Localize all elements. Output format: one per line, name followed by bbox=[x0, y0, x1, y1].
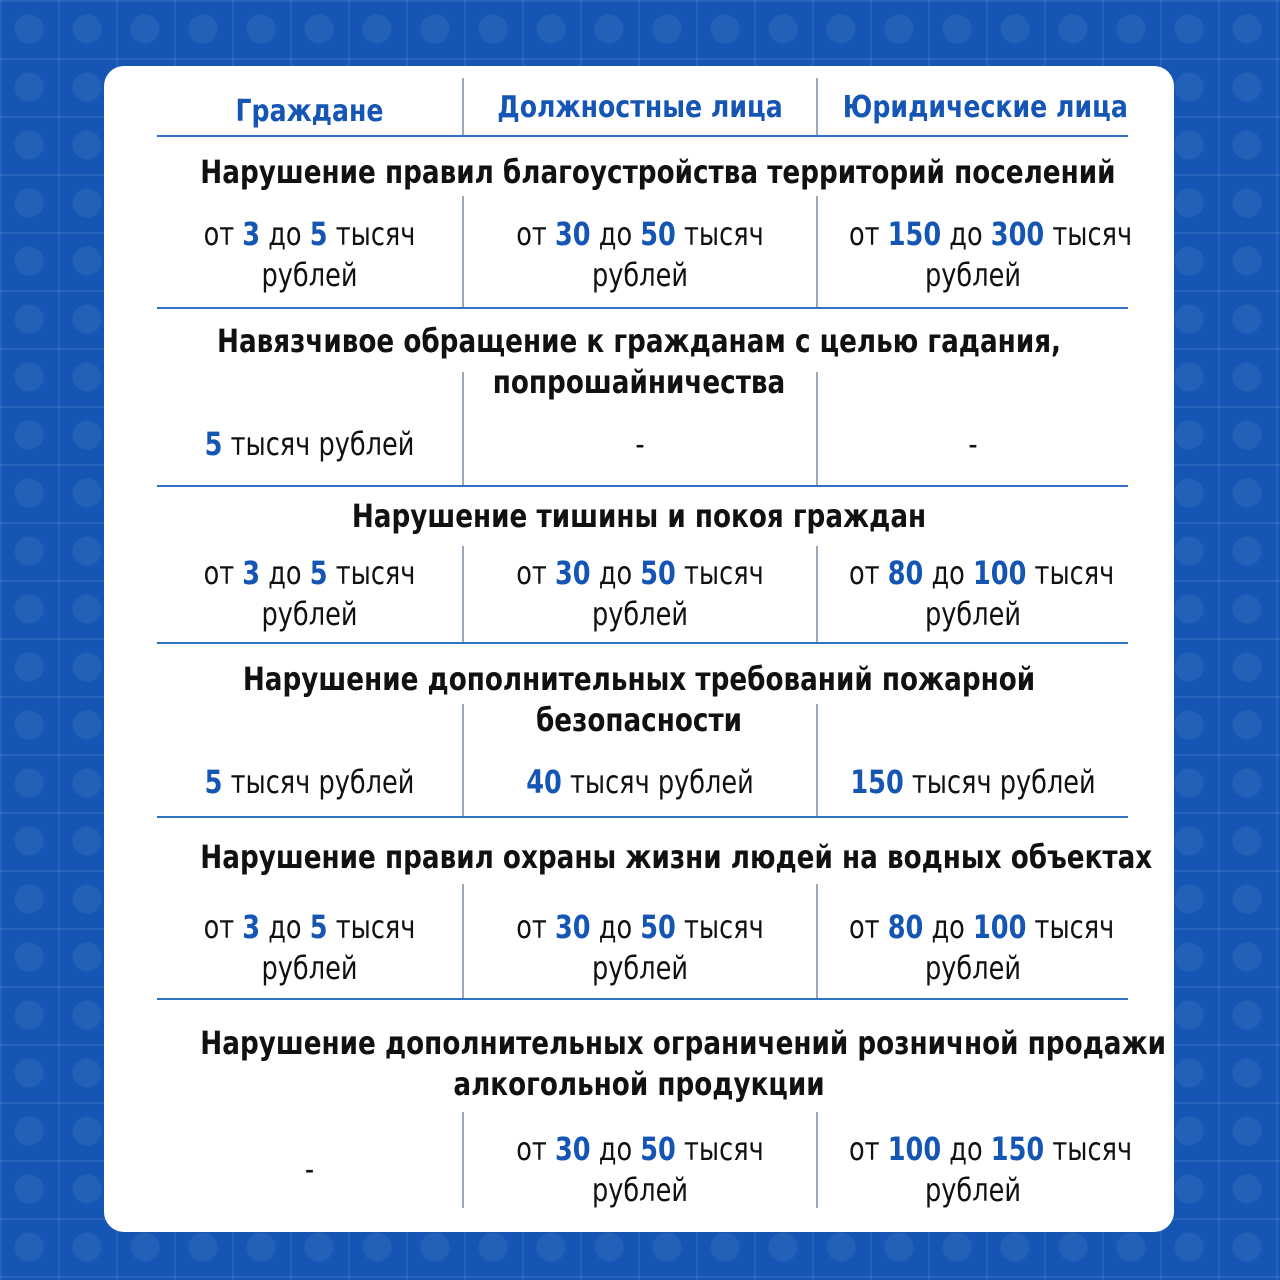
fine-citizens: - bbox=[304, 1150, 315, 1188]
column-divider bbox=[816, 704, 818, 818]
fine-citizens: от 3 до 5 тысяч рублей bbox=[203, 908, 416, 987]
row-rule bbox=[157, 485, 1128, 487]
fine-legal-entities: от 80 до 100 тысяч рублей bbox=[849, 554, 1115, 633]
fine-legal-entities: от 100 до 150 тысяч рублей bbox=[849, 1130, 1133, 1209]
fines-table-card bbox=[104, 66, 1174, 1232]
violation-title: Нарушение дополнительных ограничений розничной продажи алкогольной продукции bbox=[200, 1024, 1167, 1103]
fine-citizens: от 3 до 5 тысяч рублей bbox=[203, 215, 416, 294]
violation-title: Нарушение правил благоустройства территорий поселений bbox=[200, 153, 1116, 191]
column-divider bbox=[816, 546, 818, 644]
column-header-officials: Должностные лица bbox=[497, 90, 783, 125]
column-divider bbox=[462, 372, 464, 486]
column-divider bbox=[816, 372, 818, 486]
fine-officials: от 30 до 50 тысяч рублей bbox=[516, 1130, 764, 1209]
header-rule bbox=[157, 135, 1128, 137]
fine-citizens: 5 тысяч рублей bbox=[204, 763, 415, 801]
fine-citizens: от 3 до 5 тысяч рублей bbox=[203, 554, 416, 633]
fine-legal-entities: - bbox=[968, 425, 978, 463]
violation-title: Нарушение правил охраны жизни людей на водных объектах bbox=[200, 838, 1153, 876]
column-divider bbox=[462, 546, 464, 644]
row-rule bbox=[157, 998, 1128, 1000]
fine-officials: от 30 до 50 тысяч рублей bbox=[516, 554, 764, 633]
column-divider bbox=[462, 78, 464, 136]
column-divider bbox=[816, 884, 818, 1000]
column-header-legal-entities: Юридические лица bbox=[842, 90, 1128, 125]
fine-officials: от 30 до 50 тысяч рублей bbox=[516, 215, 764, 294]
column-divider bbox=[462, 704, 464, 818]
fine-legal-entities: от 150 до 300 тысяч рублей bbox=[849, 215, 1133, 294]
fine-officials: 40 тысяч рублей bbox=[526, 763, 754, 801]
row-rule bbox=[157, 307, 1128, 309]
fine-officials: - bbox=[635, 425, 645, 463]
fine-citizens: 5 тысяч рублей bbox=[204, 425, 415, 463]
column-header-citizens: Граждане bbox=[235, 94, 384, 129]
fine-legal-entities: от 80 до 100 тысяч рублей bbox=[849, 908, 1115, 987]
row-rule bbox=[157, 642, 1128, 644]
column-divider bbox=[816, 196, 818, 308]
column-divider bbox=[462, 884, 464, 1000]
violation-title: Навязчивое обращение к гражданам с целью гадания, попрошайничества bbox=[216, 322, 1062, 401]
violation-title: Нарушение тишины и покоя граждан bbox=[351, 497, 927, 535]
fine-officials: от 30 до 50 тысяч рублей bbox=[516, 908, 764, 987]
column-divider bbox=[816, 78, 818, 136]
column-divider bbox=[816, 1112, 818, 1208]
violation-title: Нарушение дополнительных требований пожарной безопасности bbox=[242, 660, 1036, 739]
fine-legal-entities: 150 тысяч рублей bbox=[850, 763, 1096, 801]
column-divider bbox=[462, 1112, 464, 1208]
column-divider bbox=[462, 196, 464, 308]
row-rule bbox=[157, 816, 1128, 818]
